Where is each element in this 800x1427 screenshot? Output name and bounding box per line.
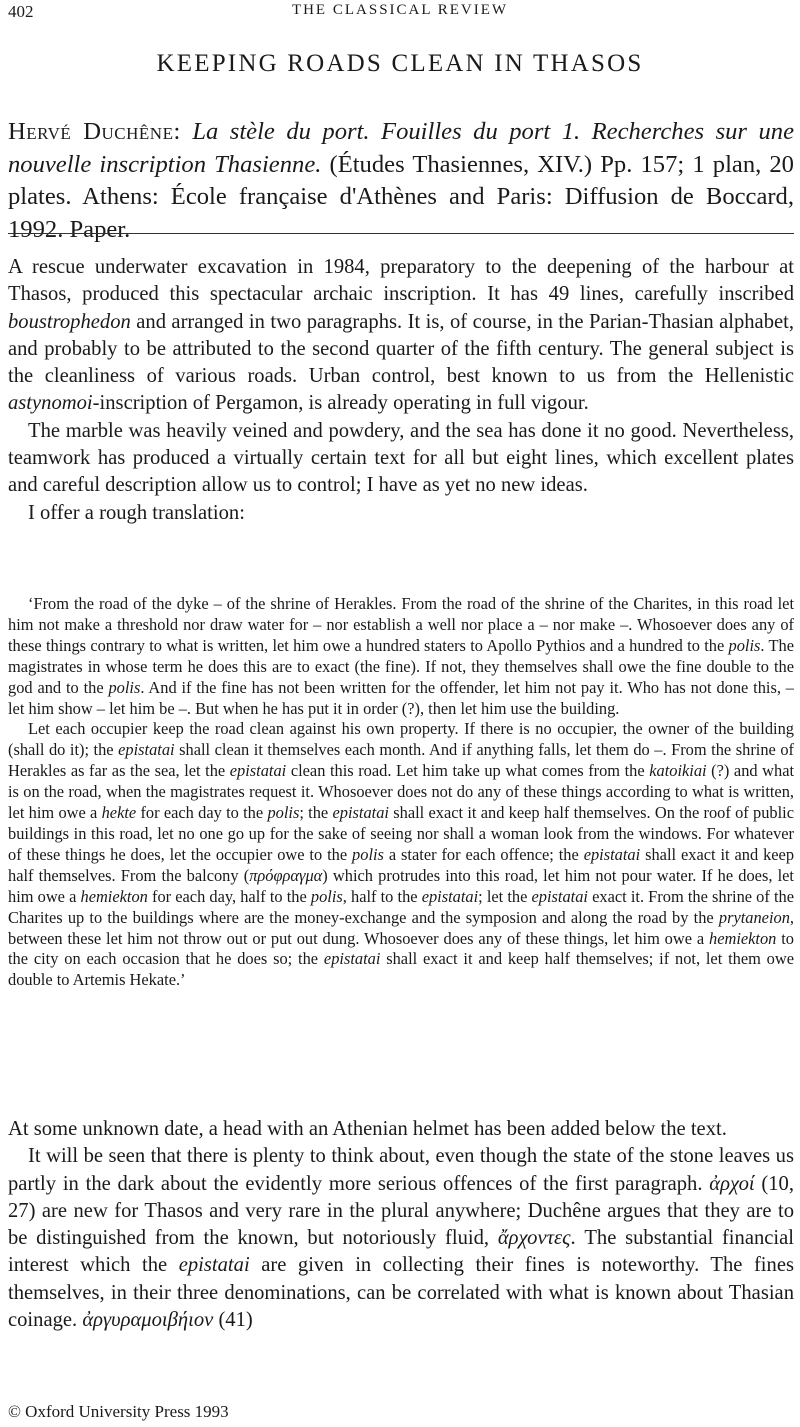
citation-series: (Études Thasiennes, XIV.) <box>329 150 593 178</box>
italic-term: epistatai <box>421 886 479 906</box>
greek-term: πρόφραγμα <box>249 865 323 885</box>
intro-paragraph-3: I offer a rough translation: <box>28 501 245 524</box>
italic-term: epistatai <box>229 761 287 781</box>
greek-term: ἄρχοντες <box>497 1227 571 1250</box>
discussion-text <box>8 1116 794 1334</box>
text-run: (?) and what is on the road, when the magistrates request it. Whosoever does not do any of these things according to what is written, let him owe a <box>8 761 795 823</box>
text-run: shall exact it and keep half themselves; if not, let them owe double to Artemis Hekate.’ <box>8 949 794 990</box>
text-run: shall exact it and keep half themselves. From the balcony ( <box>8 844 795 885</box>
text-run: It will be seen that there is plenty to think about, even though the state of the stone leaves us partly in the dark about the evidently more serious offences of the first paragraph. <box>8 1145 794 1195</box>
italic-term: epistatai <box>178 1254 250 1277</box>
discussion-paragraph-2 <box>8 1143 794 1334</box>
citation-book-title: La stèle du port. Fouilles du port 1. Recherches sur une nouvelle inscription Thasienne. <box>8 118 795 178</box>
text-run: to the city on each occasion that he does so; the <box>8 928 794 969</box>
italic-term: hemiekton <box>80 886 148 906</box>
text-run: ; the <box>299 803 333 823</box>
text-run: (41) <box>213 1309 253 1332</box>
intro-paragraph-1 <box>8 254 794 418</box>
italic-term: katoikiai <box>649 761 707 781</box>
italic-term: polis <box>728 635 761 655</box>
text-run: Let each occupier keep the road clean against his own property. If there is no occupier, the owner of the building (shall do it); the <box>8 719 794 760</box>
text-run: (10, 27) are new for Thasos and very rare in the plural anywhere; Duchêne argues that they are to be distinguished from the known, but notoriously fluid, <box>8 1172 795 1250</box>
journal-title: THE CLASSICAL REVIEW <box>291 2 509 18</box>
text-run: shall clean it themselves each month. And if anything falls, let them do –. From the shrine of Herakles as far as the sea, let the <box>8 740 794 781</box>
italic-term: epistatai <box>118 740 175 760</box>
text-run: shall exact it and keep half themselves. On the roof of public buildings in this road, let no one go up for the sake of seeing nor shall a woman look from the windows. For whatever of these things he does, let the occupier owe to the <box>8 803 794 864</box>
book-citation <box>8 116 794 246</box>
citation-details: Pp. 157; 1 plan, 20 plates. Athens: École française d'Athènes and Paris: Diffusion de Boccard, 1992. Paper. <box>8 150 794 243</box>
greek-term: ἀρχοί <box>709 1172 755 1195</box>
discussion-paragraph-1: At some unknown date, a head with an Athenian helmet has been added below the text. <box>8 1118 727 1140</box>
copyright-footer: © Oxford University Press 1993 <box>8 1402 229 1421</box>
translation-block <box>8 594 794 991</box>
running-head <box>8 2 792 24</box>
intro-paragraph-2: The marble was heavily veined and powdery, and the sea has done it no good. Nevertheless, teamwork has produced a virtually certain text for all but eight lines, which excellent plates and careful description allow us to control; I have as yet no new ideas. <box>8 419 794 497</box>
italic-term: polis <box>108 677 141 697</box>
italic-term: polis <box>352 844 384 864</box>
text-run: . The magistrates in whose term he does this are to exact (the fine). If not, they themselves shall owe the fine double to the god and to the <box>8 635 794 697</box>
text-run: for each day, half to the <box>147 886 311 906</box>
page-number: 402 <box>8 2 34 21</box>
text-run: exact it. From the shrine of the Charites up to the buildings where are the money-exchange and the symposion and along the road by the <box>8 886 794 927</box>
translation-paragraph-2 <box>8 719 794 991</box>
text-run: and arranged in two paragraphs. It is, of course, in the Parian-Thasian alphabet, and probably to be attributed to the second quarter of the fifth century. The general subject is the cleanliness of various roads. Urban control, best known to us from the Hellenistic <box>8 310 794 388</box>
italic-term: polis <box>310 886 343 906</box>
text-run: a stater for each offence; the <box>383 844 584 864</box>
text-run: are given in collecting their fines is noteworthy. The fines themselves, in their three denominations, can be correlated with what is known about Thasian coinage. <box>8 1254 794 1332</box>
italic-term: hemiekton <box>709 928 777 948</box>
italic-term: epistatai <box>583 844 641 864</box>
text-run: ; let the <box>478 886 532 906</box>
text-run: . The substantial financial interest which the <box>8 1227 794 1277</box>
article-title: KEEPING ROADS CLEAN IN THASOS <box>156 50 644 77</box>
text-run: -inscription of Pergamon, is already operating in full vigour. <box>92 392 589 415</box>
text-run: ) which protrudes into this road, let him not pour water. If he does, let him owe a <box>8 865 794 906</box>
italic-term: epistatai <box>531 886 588 906</box>
text-run: . And if the fine has not been written for the offender, let him not pay it. Who has not done this, – let him show – let him be –. But when he has put it in order (?), then let him use the building. <box>8 677 794 718</box>
citation-divider <box>8 233 794 234</box>
italic-term: astynomoi <box>8 392 93 415</box>
italic-term: epistatai <box>332 803 389 823</box>
text-run: A rescue underwater excavation in 1984, preparatory to the deepening of the harbour at Thasos, produced this spectacular archaic inscription. It has 49 lines, carefully inscribed <box>8 256 794 306</box>
text-run: clean this road. Let him take up what comes from the <box>286 761 650 781</box>
italic-term: epistatai <box>323 949 381 969</box>
text-run: ‘From the road of the dyke – of the shrine of Herakles. From the road of the shrine of the Charites, in this road let him not make a threshold nor draw water for – nor establish a well nor place a – nor make –. Whosoever does any of these things contrary to what is written, let him owe a hundred staters to Apollo Pythios and a hundred to the <box>8 594 794 655</box>
text-run: , half to the <box>342 886 422 906</box>
intro-text <box>8 254 794 527</box>
italic-term: polis <box>267 803 300 823</box>
italic-term: boustrophedon <box>8 310 131 333</box>
translation-paragraph-1 <box>8 594 794 719</box>
italic-term: hekte <box>101 803 137 823</box>
italic-term: prytaneion <box>718 907 790 927</box>
citation-author: Hervé Duchêne: <box>8 118 181 145</box>
greek-term: ἀργυραμοιβήιον <box>82 1309 214 1332</box>
text-run: , between these let him not throw out or put out dung. Whosoever does any of these things, let him owe a <box>8 907 794 948</box>
text-run: for each day to the <box>136 803 268 823</box>
